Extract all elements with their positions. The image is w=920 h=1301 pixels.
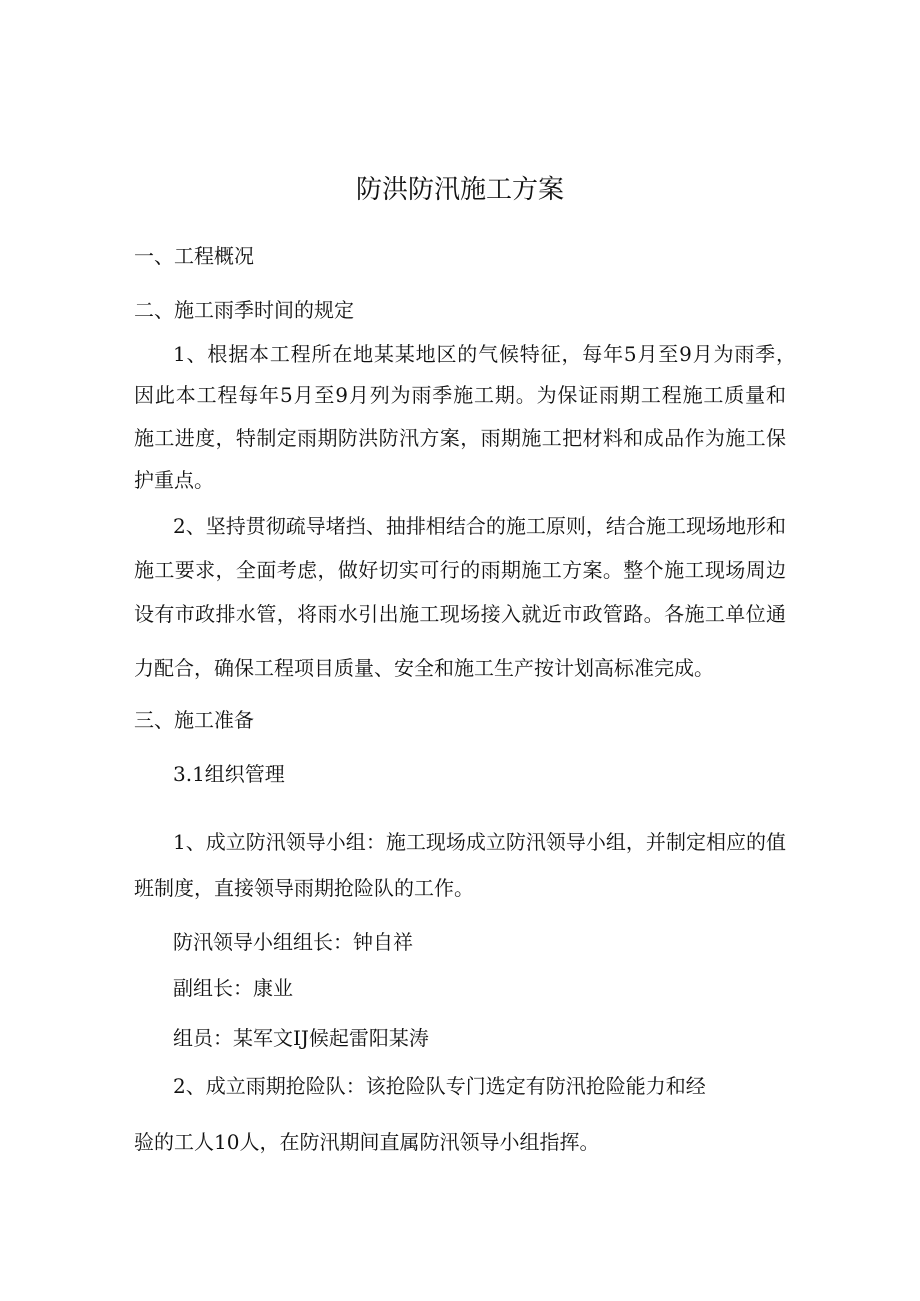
paragraph-line: 1、成立防汛领导小组：施工现场成立防汛领导小组，并制定相应的值: [173, 830, 786, 854]
team-leader: 防汛领导小组组长：钟自祥: [173, 930, 413, 954]
paragraph-line: 验的工人10人，在防汛期间直属防汛领导小组指挥。: [134, 1130, 600, 1154]
paragraph-line: 2、成立雨期抢险队：该抢险队专门选定有防汛抢险能力和经: [173, 1074, 706, 1098]
paragraph-line: 班制度，直接领导雨期抢险队的工作。: [134, 876, 474, 900]
section-heading-rainy-season: 二、施工雨季时间的规定: [134, 298, 354, 322]
paragraph-line: 护重点。: [134, 468, 214, 492]
paragraph-line: 力配合，确保工程项目质量、安全和施工生产按计划高标准完成。: [134, 656, 714, 680]
document-title: 防洪防汛施工方案: [355, 175, 564, 205]
team-members: 组员：某军文IJ候起雷阳某涛: [173, 1026, 429, 1050]
paragraph-line: 2、坚持贯彻疏导堵挡、抽排相结合的施工原则，结合施工现场地形和: [173, 514, 786, 538]
paragraph-line: 施工要求，全面考虑，做好切实可行的雨期施工方案。整个施工现场周边: [134, 558, 786, 582]
section-heading-preparation: 三、施工准备: [134, 708, 254, 732]
subsection-heading-organization: 3.1组织管理: [173, 762, 285, 786]
paragraph-line: 施工进度，特制定雨期防洪防汛方案，雨期施工把材料和成品作为施工保: [134, 426, 786, 450]
deputy-leader: 副组长：康业: [173, 976, 293, 1000]
paragraph-line: 设有市政排水管，将雨水引出施工现场接入就近市政管路。各施工单位通: [134, 602, 786, 626]
paragraph-line: 1、根据本工程所在地某某地区的气候特征，每年5月至9月为雨季，: [173, 342, 796, 366]
paragraph-line: 因此本工程每年5月至9月列为雨季施工期。为保证雨期工程施工质量和: [134, 383, 786, 407]
section-heading-overview: 一、工程概况: [134, 244, 254, 268]
